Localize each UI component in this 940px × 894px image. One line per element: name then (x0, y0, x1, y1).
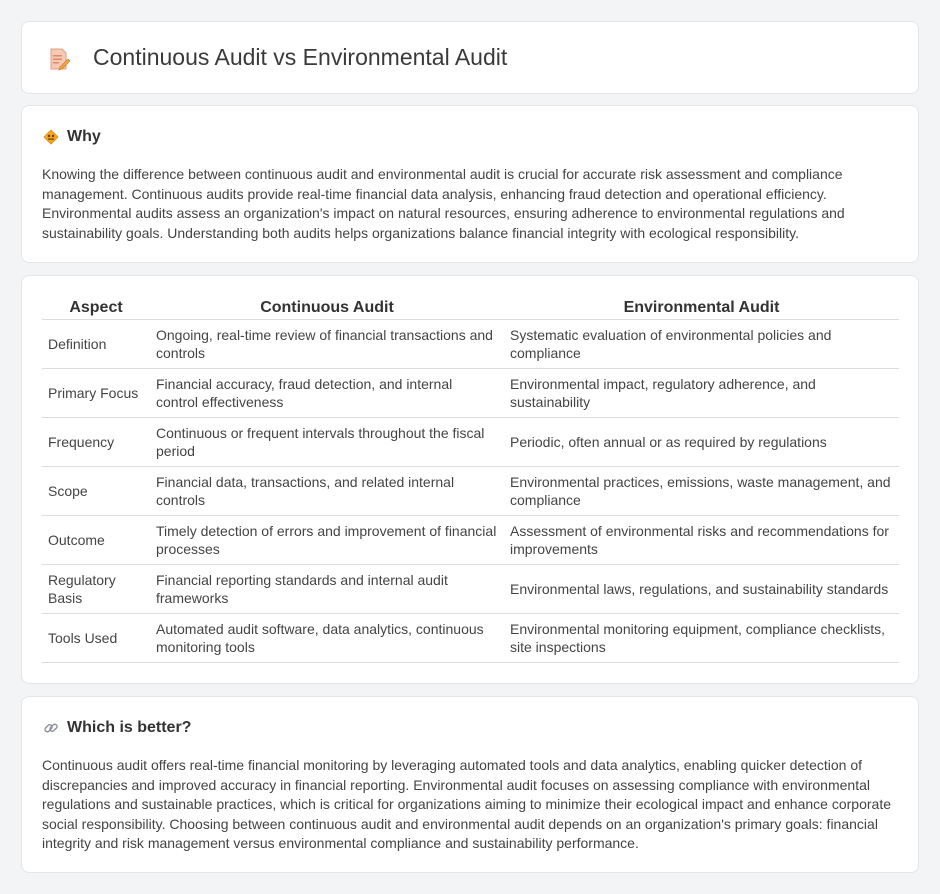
page-title: Continuous Audit vs Environmental Audit (93, 44, 508, 70)
diamond-sign-icon (43, 129, 59, 145)
table-row (42, 515, 899, 564)
table-row (42, 319, 899, 368)
table-row (42, 613, 899, 662)
aspect-cell: Frequency (42, 417, 150, 466)
document-pencil-icon (48, 47, 70, 71)
aspect-cell: Scope (42, 466, 150, 515)
comparison-section (21, 275, 919, 684)
continuous-cell: Timely detection of errors and improvement of financial processes (150, 515, 504, 564)
why-heading-row (43, 128, 101, 146)
table-row (42, 368, 899, 417)
table-row (42, 466, 899, 515)
why-heading: Why (67, 128, 101, 145)
comparison-table (42, 297, 899, 663)
table-row (42, 564, 899, 613)
column-header-environmental: Environmental Audit (504, 297, 899, 319)
environmental-cell: Periodic, often annual or as required by regulations (504, 417, 899, 466)
environmental-cell: Environmental laws, regulations, and sustainability standards (504, 564, 899, 613)
table-header-row (42, 297, 899, 319)
environmental-cell: Environmental impact, regulatory adherence, and sustainability (504, 368, 899, 417)
why-text: Knowing the difference between continuous audit and environmental audit is crucial for accurate risk assessment and compliance management. Continuous audits provide real-time financial data analysis, enhancing fraud detection and operational efficiency. Environmental audits assess an organization's impact on natural resources, ensuring adherence to environmental regulations and sustainability goals. Understanding both audits helps organizations balance financial integrity with ecological responsibility. (42, 166, 845, 241)
environmental-cell: Assessment of environmental risks and recommendations for improvements (504, 515, 899, 564)
continuous-cell: Continuous or frequent intervals throughout the fiscal period (150, 417, 504, 466)
environmental-cell: Environmental practices, emissions, waste management, and compliance (504, 466, 899, 515)
continuous-cell: Ongoing, real-time review of financial transactions and controls (150, 319, 504, 368)
better-text: Continuous audit offers real-time financial monitoring by leveraging automated tools and data analytics, enabling quicker detection of discrepancies and improved accuracy in financial reporting. Environmental audit focuses on assessing compliance with environmental regulations and sustainable practices, which is critical for organizations aiming to minimize their ecological impact and enhance corporate social responsibility. Choosing between continuous audit and environmental audit depends on an organization's primary goals: financial integrity and risk management versus environmental compliance and sustainability performance. (42, 757, 891, 852)
environmental-cell: Systematic evaluation of environmental policies and compliance (504, 319, 899, 368)
aspect-cell: Definition (42, 319, 150, 368)
better-heading: Which is better? (67, 719, 192, 736)
continuous-cell: Financial reporting standards and internal audit frameworks (150, 564, 504, 613)
header-card (21, 21, 919, 94)
why-section (21, 105, 919, 263)
which-is-better-section (21, 696, 919, 873)
link-icon (43, 720, 59, 736)
aspect-cell: Primary Focus (42, 368, 150, 417)
aspect-cell: Tools Used (42, 613, 150, 662)
aspect-cell: Regulatory Basis (42, 564, 150, 613)
aspect-cell: Outcome (42, 515, 150, 564)
better-heading-row (43, 719, 191, 737)
continuous-cell: Financial accuracy, fraud detection, and internal control effectiveness (150, 368, 504, 417)
table-row (42, 417, 899, 466)
continuous-cell: Financial data, transactions, and related internal controls (150, 466, 504, 515)
environmental-cell: Environmental monitoring equipment, compliance checklists, site inspections (504, 613, 899, 662)
column-header-aspect: Aspect (42, 297, 150, 319)
column-header-continuous: Continuous Audit (150, 297, 504, 319)
continuous-cell: Automated audit software, data analytics, continuous monitoring tools (150, 613, 504, 662)
